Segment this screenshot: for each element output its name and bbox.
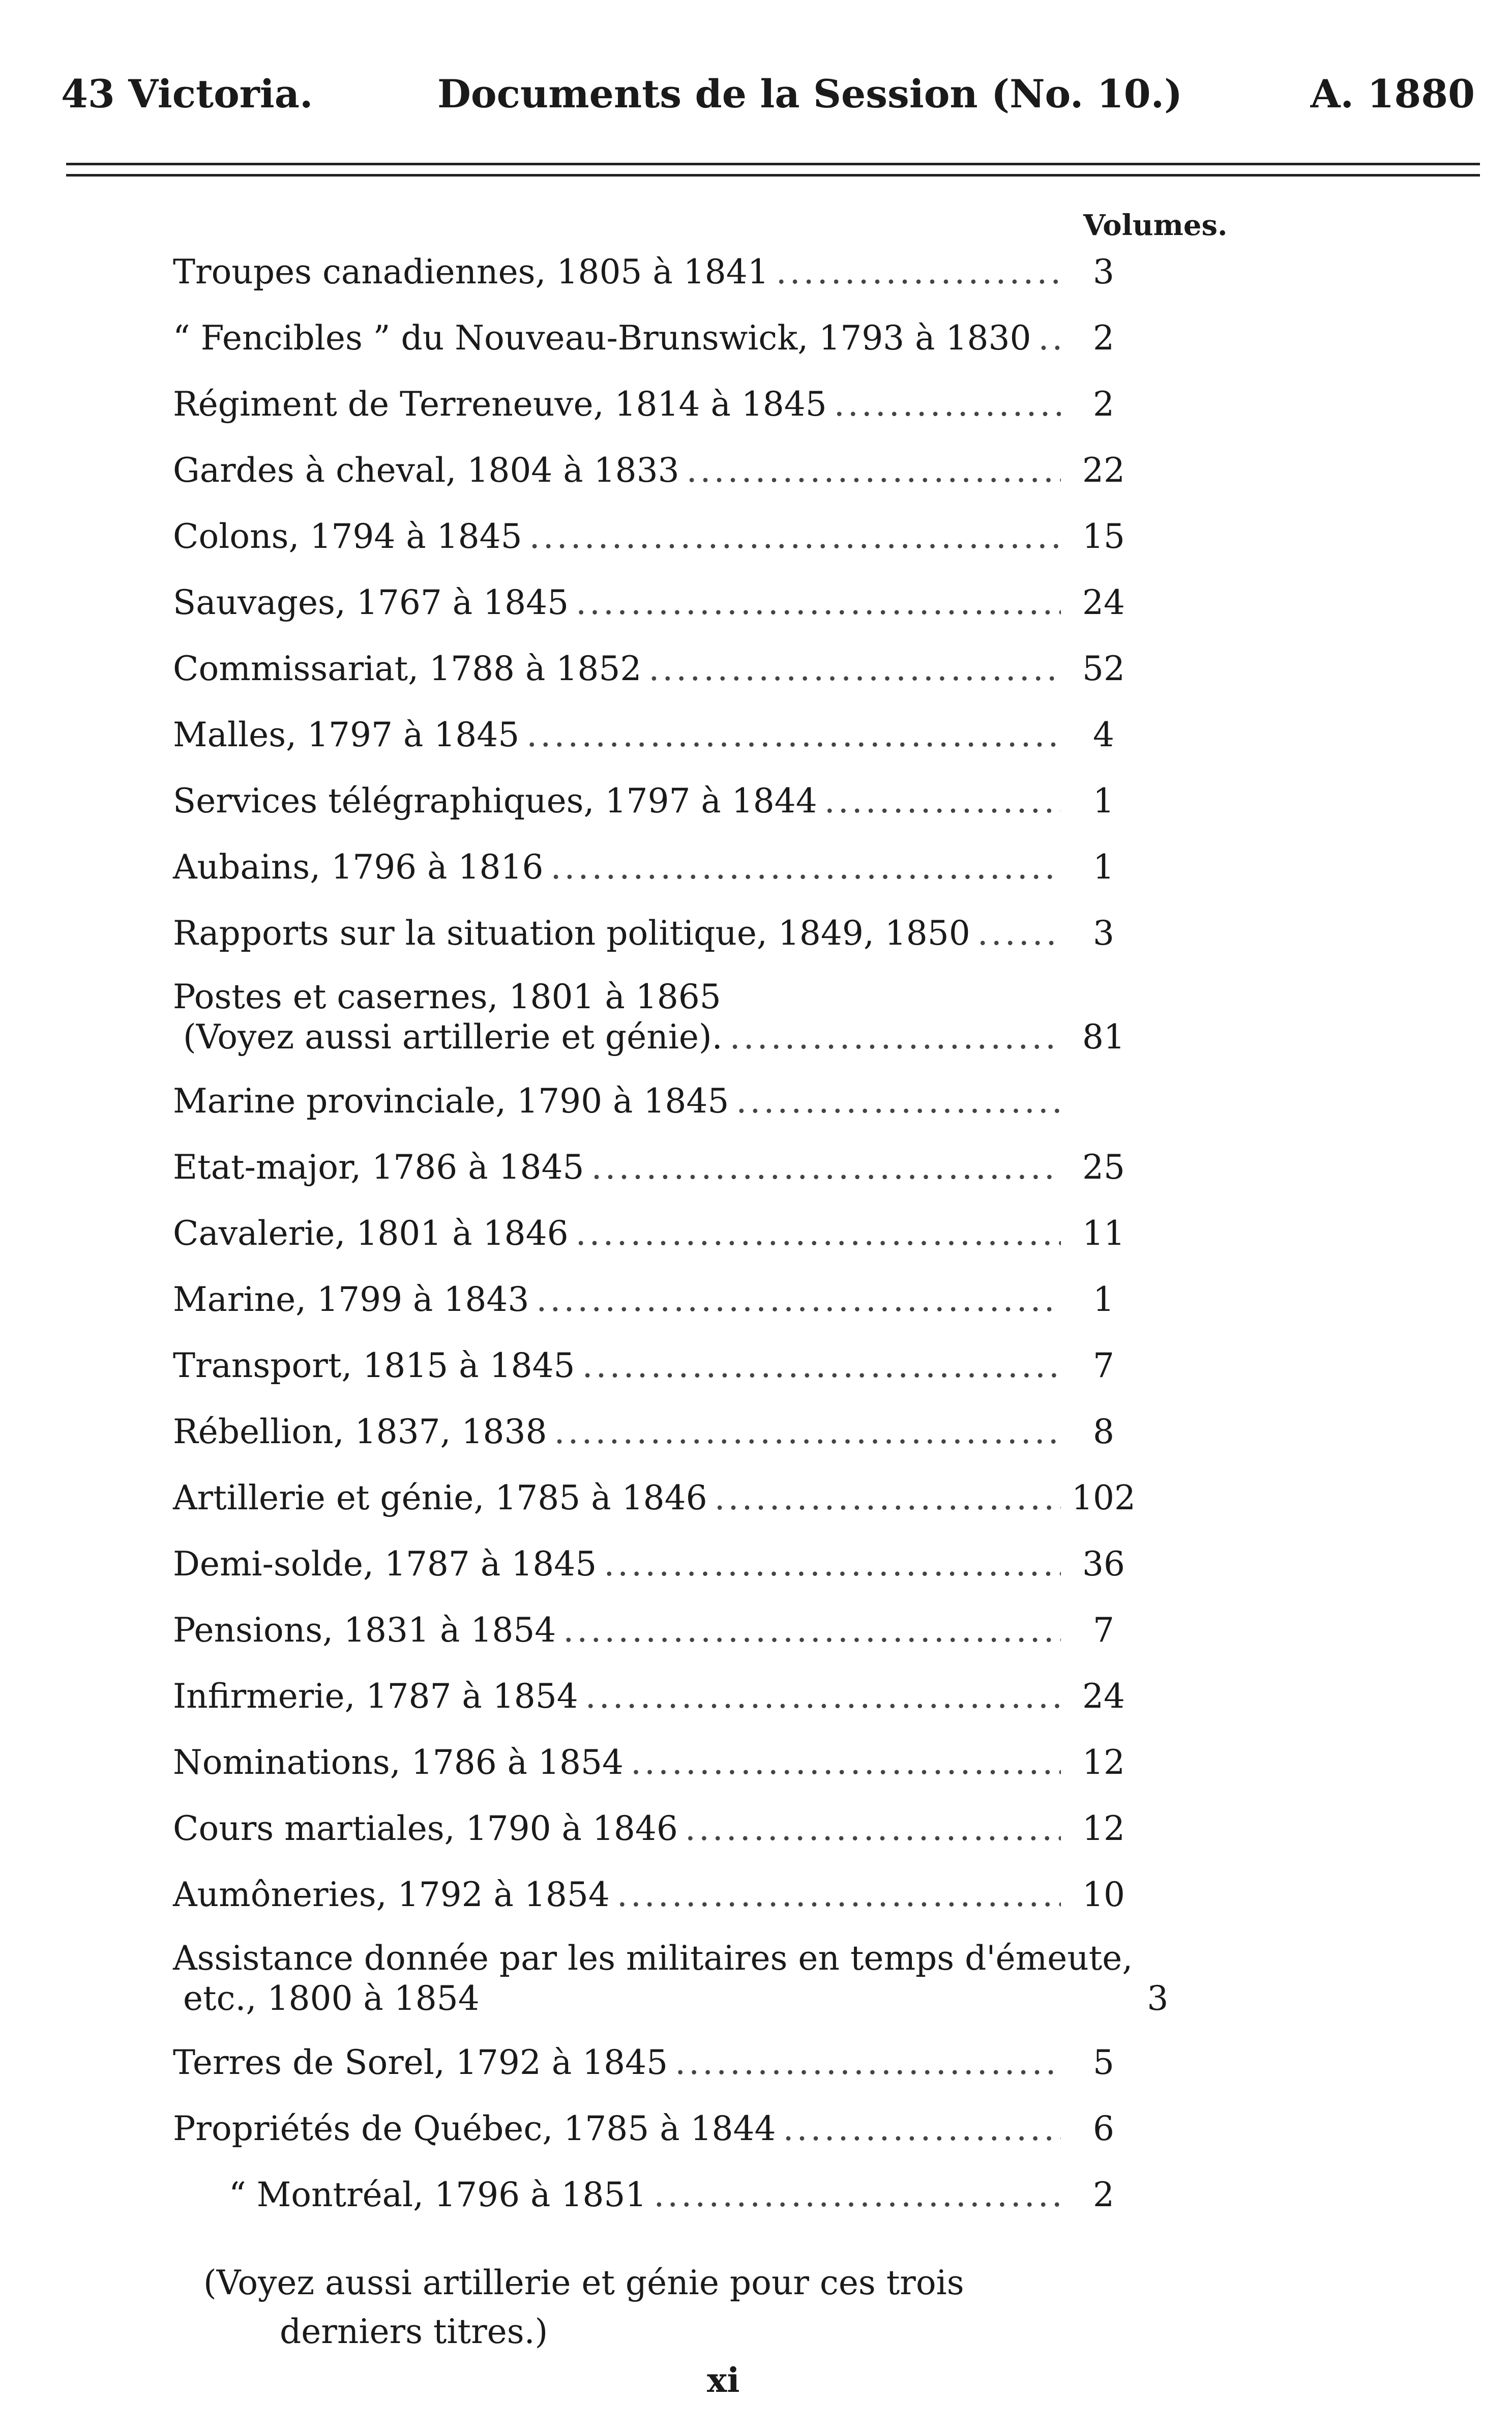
- leader-dots: [563, 1610, 1061, 1650]
- list-item: [173, 371, 1139, 437]
- leader-dots: [685, 1808, 1061, 1849]
- leader-dots: [529, 516, 1061, 557]
- entry-volume-count: 3: [1147, 1978, 1169, 2018]
- trailing-note-line-2: derniers titres.): [280, 2311, 548, 2351]
- entry-label-line-1: Postes et casernes, 1801 à 1865: [173, 977, 721, 1016]
- leader-dots: [604, 1544, 1061, 1584]
- leader-dots: [834, 384, 1061, 424]
- entry-volume-count: 15: [1082, 517, 1125, 557]
- entry-label: Rapports sur la situation politique, 1849, 1850: [173, 914, 970, 953]
- entry-label-line-2: etc., 1800 à 1854: [183, 1978, 480, 2018]
- entry-label-block: [173, 977, 723, 1057]
- trailing-note: [203, 2259, 1068, 2356]
- leader-dots: [536, 1279, 1061, 1320]
- entry-label: Aubains, 1796 à 1816: [173, 847, 544, 887]
- entry-label: Transport, 1815 à 1845: [173, 1346, 575, 1386]
- entry-volume-count: 2: [1093, 385, 1114, 424]
- list-item: [173, 900, 1139, 967]
- leader-dots: [1038, 318, 1061, 358]
- entry-volume-count: 1: [1093, 1280, 1114, 1320]
- list-item: [173, 636, 1139, 702]
- list-item: [173, 1531, 1139, 1597]
- entry-list: [173, 239, 1190, 2228]
- entry-label: Demi-solde, 1787 à 1845: [173, 1544, 597, 1584]
- entry-label-line-1: Assistance donnée par les militaires en temps d'émeute,: [173, 1938, 1133, 1978]
- list-item: [173, 1796, 1139, 1862]
- leader-dots: [654, 2175, 1061, 2215]
- entry-volume-count: 7: [1093, 1611, 1114, 1650]
- entry-volume-count: 11: [1082, 1214, 1125, 1253]
- leader-dots: [715, 1478, 1061, 1518]
- header-rule-bottom: [66, 174, 1480, 177]
- entry-volume-count: 4: [1093, 715, 1114, 755]
- entry-volume-count: 3: [1093, 914, 1114, 953]
- entry-volume-count: 36: [1082, 1544, 1125, 1584]
- entry-volume-count: 22: [1082, 451, 1125, 490]
- list-item: [173, 834, 1139, 900]
- list-item: [173, 1663, 1139, 1730]
- entry-label: Marine, 1799 à 1843: [173, 1280, 529, 1320]
- entry-note: (Voyez aussi artillerie et génie).: [183, 1017, 723, 1057]
- leader-dots: [576, 582, 1061, 623]
- list-item: [173, 305, 1139, 371]
- list-item: [173, 1068, 1139, 1134]
- entry-volume-count: 5: [1093, 2043, 1114, 2083]
- entry-label: Marine provinciale, 1790 à 1845: [173, 1081, 729, 1121]
- entry-label: Artillerie et génie, 1785 à 1846: [173, 1478, 707, 1518]
- list-item: [173, 1399, 1139, 1465]
- entry-label: Rébellion, 1837, 1838: [173, 1412, 547, 1452]
- entry-label: Pensions, 1831 à 1854: [173, 1611, 556, 1650]
- leader-dots: [730, 1017, 1061, 1057]
- entry-volume-count: 81: [1082, 1017, 1125, 1057]
- entry-volume-count: 24: [1082, 583, 1125, 623]
- leader-dots: [824, 781, 1061, 821]
- entry-label: Nominations, 1786 à 1854: [173, 1743, 624, 1782]
- entry-volume-count: 7: [1093, 1346, 1114, 1386]
- list-item: [173, 239, 1139, 305]
- leader-dots: [550, 847, 1061, 887]
- leader-dots: [648, 649, 1061, 689]
- leader-dots: [526, 715, 1061, 755]
- entry-label: Gardes à cheval, 1804 à 1833: [173, 451, 679, 490]
- entry-label-block: [173, 1939, 1133, 2018]
- page-number: xi: [707, 2360, 740, 2400]
- entry-volume-count: 12: [1082, 1809, 1125, 1849]
- list-item: [173, 1928, 1169, 2030]
- entry-label: Propriétés de Québec, 1785 à 1844: [173, 2109, 776, 2149]
- list-item: [173, 1267, 1139, 1333]
- list-item: [173, 504, 1139, 570]
- entry-volume-count: 102: [1072, 1478, 1136, 1518]
- entry-label: Cavalerie, 1801 à 1846: [173, 1214, 569, 1253]
- entry-volume-count: 1: [1093, 781, 1114, 821]
- entry-label: “ Montréal, 1796 à 1851: [229, 2175, 647, 2215]
- entry-label: Troupes canadiennes, 1805 à 1841: [173, 252, 769, 292]
- list-item: [173, 2030, 1139, 2096]
- entry-label: Services télégraphiques, 1797 à 1844: [173, 781, 817, 821]
- list-item: [173, 1730, 1139, 1796]
- list-item: [173, 1597, 1139, 1663]
- entry-volume-count: 1: [1093, 847, 1114, 887]
- entry-label: Etat-major, 1786 à 1845: [173, 1148, 584, 1187]
- volumes-column-heading: Volumes.: [1083, 209, 1228, 242]
- leader-dots: [617, 1875, 1061, 1915]
- entry-volume-count: 52: [1082, 649, 1125, 689]
- entry-volume-count: 10: [1082, 1875, 1125, 1915]
- entry-label: Sauvages, 1767 à 1845: [173, 583, 569, 623]
- entry-label: Régiment de Terreneuve, 1814 à 1845: [173, 385, 827, 424]
- entry-volume-count: 8: [1093, 1412, 1114, 1452]
- header-title: Documents de la Session (No. 10.): [437, 71, 1183, 116]
- entry-label: [173, 977, 723, 1057]
- entry-label: Terres de Sorel, 1792 à 1845: [173, 2043, 668, 2083]
- leader-dots: [585, 1676, 1061, 1716]
- leader-dots: [582, 1345, 1061, 1386]
- list-item: [173, 2162, 1139, 2228]
- leader-dots: [783, 2109, 1061, 2149]
- entry-volume-count: 6: [1093, 2109, 1114, 2149]
- list-item: [173, 967, 1139, 1068]
- entry-label: Cours martiales, 1790 à 1846: [173, 1809, 678, 1849]
- header-rule-top: [66, 163, 1480, 165]
- entry-volume-count: 2: [1093, 2175, 1114, 2215]
- entry-label: “ Fencibles ” du Nouveau-Brunswick, 1793 à 1830: [173, 318, 1031, 358]
- entry-label: [173, 1938, 1133, 2018]
- leader-dots: [776, 252, 1061, 292]
- trailing-note-line-1: (Voyez aussi artillerie et génie pour ces trois: [203, 2263, 964, 2302]
- leader-dots: [591, 1147, 1061, 1187]
- leader-dots: [977, 913, 1061, 953]
- entry-volume-count: 25: [1082, 1148, 1125, 1187]
- running-header: [61, 61, 1475, 117]
- leader-dots: [554, 1412, 1061, 1452]
- list-item: [173, 437, 1139, 504]
- list-item: [173, 1333, 1139, 1399]
- header-right: A. 1880: [1310, 71, 1475, 116]
- entry-label: Commissariat, 1788 à 1852: [173, 649, 642, 689]
- header-left: 43 Victoria.: [61, 71, 313, 116]
- entry-label: Infirmerie, 1787 à 1854: [173, 1677, 578, 1716]
- entry-label: Aumôneries, 1792 à 1854: [173, 1875, 610, 1915]
- list-item: [173, 768, 1139, 834]
- list-item: [173, 1201, 1139, 1267]
- entry-volume-count: 12: [1082, 1743, 1125, 1782]
- entry-volume-count: 24: [1082, 1677, 1125, 1716]
- list-item: [173, 1465, 1139, 1531]
- leader-dots: [675, 2042, 1061, 2083]
- leader-dots: [687, 450, 1061, 490]
- entry-volume-count: 3: [1093, 252, 1114, 292]
- list-item: [173, 1862, 1139, 1928]
- leader-dots: [576, 1213, 1061, 1253]
- entry-label: Colons, 1794 à 1845: [173, 517, 522, 557]
- entry-label: Malles, 1797 à 1845: [173, 715, 520, 755]
- leader-dots: [736, 1081, 1061, 1121]
- entry-volume-count: 2: [1093, 318, 1114, 358]
- list-item: [173, 570, 1139, 636]
- list-item: [173, 1134, 1139, 1201]
- leader-dots: [631, 1742, 1061, 1782]
- list-item: [173, 2096, 1139, 2162]
- list-item: [173, 702, 1139, 768]
